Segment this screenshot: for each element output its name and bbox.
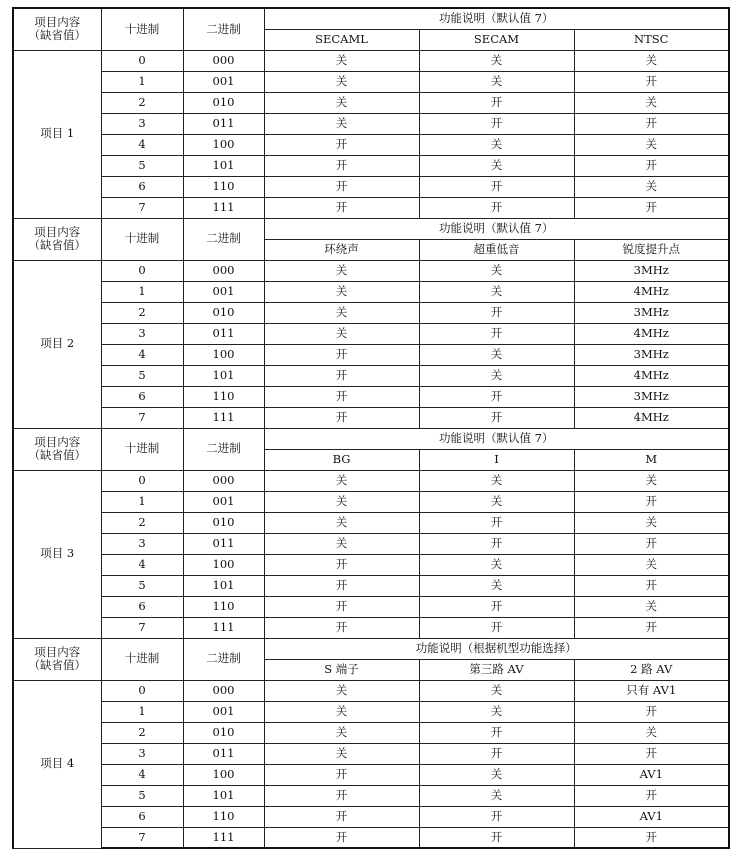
item-content-label: 项目内容 [34,224,81,239]
binary-value: 001 [183,701,264,722]
function-value: 开 [419,197,574,218]
table-row [13,407,729,428]
table-row [13,512,729,533]
function-column-header: SECAM [419,29,574,50]
decimal-header: 十进制 [101,428,183,470]
decimal-value: 2 [101,302,183,323]
function-column-header: 2 路 AV [574,659,729,680]
decimal-value: 2 [101,512,183,533]
item-label: 项目 4 [13,680,101,848]
decimal-value: 0 [101,680,183,701]
binary-value: 001 [183,71,264,92]
function-value: 关 [574,134,729,155]
function-value: 开 [419,533,574,554]
function-value: 关 [419,785,574,806]
item-content-label: 项目内容 [34,15,81,30]
function-title: 功能说明（默认值 7） [264,428,729,449]
function-title: 功能说明（根据机型功能选择） [264,638,729,659]
table-row [13,764,729,785]
decimal-value: 3 [101,533,183,554]
decimal-value: 1 [101,491,183,512]
function-value: 关 [264,281,419,302]
decimal-value: 6 [101,176,183,197]
decimal-value: 5 [101,365,183,386]
binary-value: 101 [183,365,264,386]
table-row [13,701,729,722]
binary-value: 111 [183,197,264,218]
binary-value: 000 [183,470,264,491]
decimal-value: 6 [101,596,183,617]
function-value: 关 [419,155,574,176]
decimal-header: 十进制 [101,638,183,680]
function-value: 关 [419,680,574,701]
table-row [13,722,729,743]
function-value: 开 [264,197,419,218]
function-value: 4MHz [574,323,729,344]
default-value-label: （缺省值） [28,28,86,43]
function-value: 关 [574,596,729,617]
function-column-header: S 端子 [264,659,419,680]
decimal-value: 7 [101,407,183,428]
binary-value: 001 [183,491,264,512]
binary-header: 二进制 [183,428,264,470]
item-content-label: 项目内容 [34,434,81,449]
binary-value: 010 [183,92,264,113]
function-value: 3MHz [574,344,729,365]
function-value: 开 [574,491,729,512]
function-value: 开 [574,785,729,806]
function-value: 开 [264,176,419,197]
default-value-label: （缺省值） [28,658,86,672]
default-value-label: （缺省值） [28,448,86,462]
binary-value: 001 [183,281,264,302]
decimal-value: 1 [101,281,183,302]
function-value: 关 [419,575,574,596]
decimal-value: 4 [101,554,183,575]
function-value: 开 [574,155,729,176]
section-header-row [13,638,729,659]
decimal-header: 十进制 [101,8,183,50]
binary-value: 011 [183,113,264,134]
decimal-value: 5 [101,155,183,176]
binary-value: 100 [183,134,264,155]
function-value: 开 [574,701,729,722]
decimal-value: 5 [101,785,183,806]
function-column-header: I [419,449,574,470]
decimal-value: 2 [101,722,183,743]
decimal-header: 十进制 [101,218,183,260]
function-value: AV1 [574,764,729,785]
table-row [13,617,729,638]
function-value: 开 [574,71,729,92]
decimal-value: 3 [101,113,183,134]
function-value: 关 [419,554,574,575]
binary-value: 101 [183,155,264,176]
table-row [13,197,729,218]
binary-value: 011 [183,323,264,344]
function-value: 开 [574,575,729,596]
table-row [13,155,729,176]
item-content-label: 项目内容 [34,644,81,659]
function-value: 关 [419,71,574,92]
table-row [13,113,729,134]
decimal-value: 7 [101,197,183,218]
binary-value: 100 [183,764,264,785]
function-value: 开 [264,617,419,638]
function-value: AV1 [574,806,729,827]
decimal-value: 1 [101,701,183,722]
function-column-header: 锐度提升点 [574,239,729,260]
function-value: 关 [264,260,419,281]
table-row [13,92,729,113]
function-value: 开 [419,113,574,134]
function-value: 开 [264,155,419,176]
table-row [13,260,729,281]
decimal-value: 3 [101,743,183,764]
function-value: 关 [264,701,419,722]
function-value: 4MHz [574,407,729,428]
decimal-value: 2 [101,92,183,113]
function-value: 开 [574,743,729,764]
default-value-label: （缺省值） [28,238,86,252]
function-value: 3MHz [574,260,729,281]
function-value: 开 [264,575,419,596]
function-value: 关 [264,743,419,764]
binary-value: 100 [183,554,264,575]
function-value: 开 [419,743,574,764]
binary-value: 110 [183,176,264,197]
section-header-row [13,8,729,29]
binary-value: 011 [183,743,264,764]
binary-value: 000 [183,680,264,701]
table-row [13,554,729,575]
function-value: 开 [419,827,574,848]
section-header-row [13,428,729,449]
binary-value: 110 [183,596,264,617]
table-row [13,281,729,302]
function-value: 开 [574,533,729,554]
decimal-value: 4 [101,344,183,365]
table-row [13,323,729,344]
function-column-header: 超重低音 [419,239,574,260]
function-column-header: NTSC [574,29,729,50]
function-value: 开 [419,302,574,323]
function-value: 关 [419,470,574,491]
table-row [13,806,729,827]
function-value: 关 [264,50,419,71]
section-header-row [13,218,729,239]
function-column-header: 环绕声 [264,239,419,260]
decimal-value: 6 [101,386,183,407]
binary-header: 二进制 [183,638,264,680]
function-value: 开 [419,512,574,533]
decimal-value: 0 [101,260,183,281]
decimal-value: 3 [101,323,183,344]
function-value: 关 [574,554,729,575]
decimal-value: 4 [101,134,183,155]
function-value: 开 [419,722,574,743]
function-value: 开 [264,827,419,848]
function-value: 开 [419,323,574,344]
binary-value: 000 [183,260,264,281]
item-label: 项目 3 [13,470,101,638]
function-value: 开 [419,176,574,197]
binary-value: 101 [183,785,264,806]
function-value: 开 [264,806,419,827]
decimal-value: 5 [101,575,183,596]
function-value: 开 [264,344,419,365]
function-value: 关 [574,722,729,743]
function-value: 只有 AV1 [574,680,729,701]
function-value: 关 [419,365,574,386]
decimal-value: 4 [101,764,183,785]
function-value: 3MHz [574,386,729,407]
function-value: 关 [264,92,419,113]
binary-value: 101 [183,575,264,596]
table-row [13,365,729,386]
function-value: 开 [264,134,419,155]
binary-value: 010 [183,512,264,533]
function-value: 开 [419,92,574,113]
function-value: 开 [574,113,729,134]
function-value: 开 [419,617,574,638]
function-value: 4MHz [574,281,729,302]
function-value: 关 [574,92,729,113]
table-row [13,680,729,701]
table-row [13,71,729,92]
binary-value: 111 [183,407,264,428]
item-content-header [13,8,101,50]
function-value: 开 [264,386,419,407]
function-value: 关 [264,323,419,344]
function-value: 关 [264,512,419,533]
table-row [13,344,729,365]
function-title: 功能说明（默认值 7） [264,218,729,239]
function-column-header: SECAML [264,29,419,50]
table-row [13,785,729,806]
binary-value: 100 [183,344,264,365]
binary-value: 000 [183,50,264,71]
function-value: 开 [264,407,419,428]
function-value: 开 [419,386,574,407]
function-value: 开 [264,596,419,617]
table-row [13,575,729,596]
decimal-value: 1 [101,71,183,92]
function-value: 关 [264,113,419,134]
function-value: 关 [574,512,729,533]
function-value: 开 [419,806,574,827]
function-value: 关 [264,722,419,743]
table-row [13,491,729,512]
binary-header: 二进制 [183,218,264,260]
function-value: 关 [419,134,574,155]
function-value: 关 [419,260,574,281]
settings-table [12,7,730,849]
function-value: 开 [574,827,729,848]
function-value: 3MHz [574,302,729,323]
function-value: 关 [264,491,419,512]
decimal-value: 7 [101,617,183,638]
function-column-header: M [574,449,729,470]
function-value: 关 [264,302,419,323]
function-value: 开 [264,785,419,806]
item-content-header [13,638,101,680]
table-row [13,827,729,848]
function-value: 开 [574,197,729,218]
function-value: 关 [264,533,419,554]
function-value: 开 [264,764,419,785]
function-value: 关 [419,344,574,365]
decimal-value: 6 [101,806,183,827]
item-label: 项目 1 [13,50,101,218]
function-value: 开 [419,407,574,428]
binary-value: 111 [183,827,264,848]
function-column-header: 第三路 AV [419,659,574,680]
settings-table-body [13,8,729,848]
table-row [13,302,729,323]
binary-value: 011 [183,533,264,554]
table-row [13,743,729,764]
function-value: 关 [264,71,419,92]
function-column-header: BG [264,449,419,470]
binary-header: 二进制 [183,8,264,50]
decimal-value: 0 [101,470,183,491]
table-row [13,470,729,491]
function-value: 关 [419,764,574,785]
function-value: 开 [419,596,574,617]
table-row [13,596,729,617]
function-value: 关 [574,50,729,71]
function-title: 功能说明（默认值 7） [264,8,729,29]
decimal-value: 0 [101,50,183,71]
function-value: 关 [574,176,729,197]
function-value: 开 [574,617,729,638]
function-value: 开 [264,365,419,386]
function-value: 关 [419,281,574,302]
binary-value: 110 [183,806,264,827]
table-row [13,50,729,71]
function-value: 关 [264,470,419,491]
function-value: 关 [264,680,419,701]
decimal-value: 7 [101,827,183,848]
binary-value: 111 [183,617,264,638]
item-content-header [13,428,101,470]
table-row [13,386,729,407]
table-row [13,176,729,197]
table-row [13,533,729,554]
function-value: 关 [419,491,574,512]
binary-value: 110 [183,386,264,407]
table-row [13,134,729,155]
function-value: 关 [419,701,574,722]
function-value: 关 [419,50,574,71]
function-value: 开 [264,554,419,575]
function-value: 关 [574,470,729,491]
binary-value: 010 [183,722,264,743]
function-value: 4MHz [574,365,729,386]
item-label: 项目 2 [13,260,101,428]
item-content-header [13,218,101,260]
binary-value: 010 [183,302,264,323]
